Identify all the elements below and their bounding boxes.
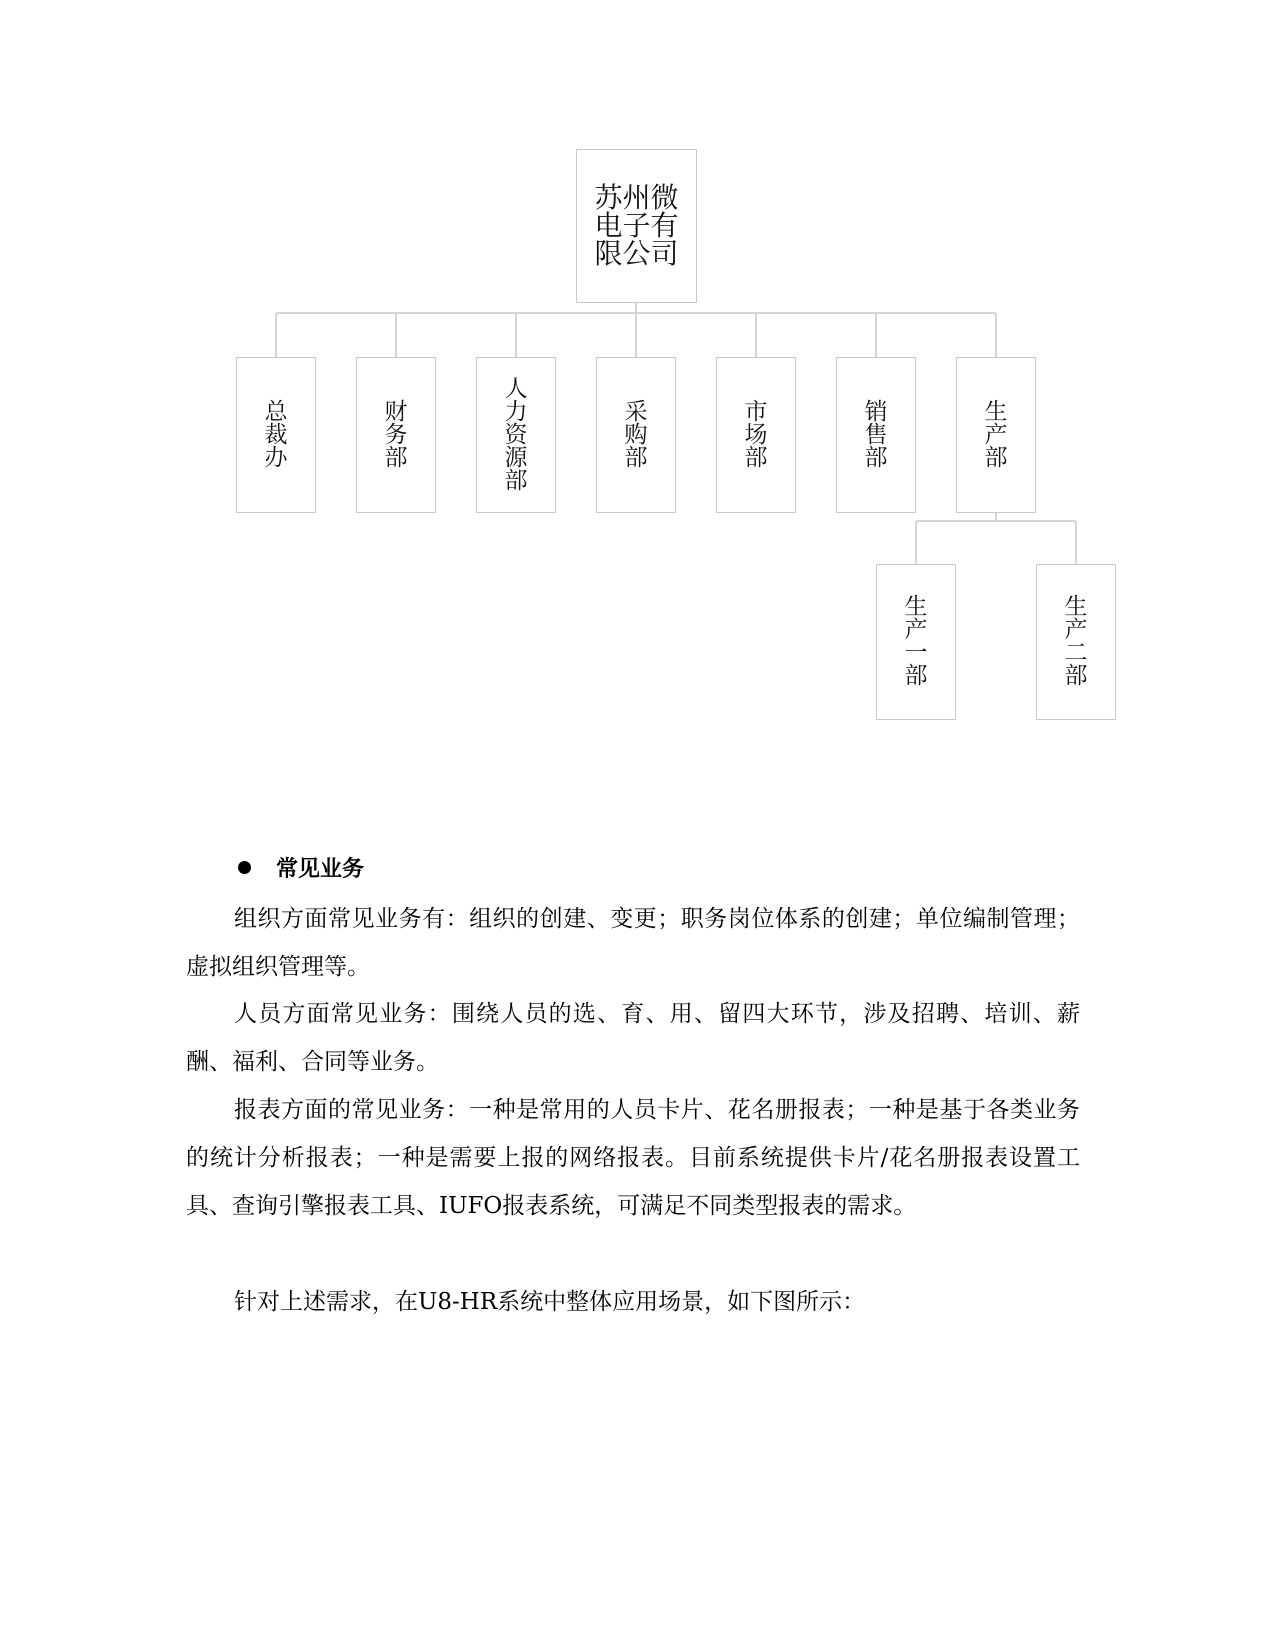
org-node-label: 总裁办 — [264, 398, 288, 471]
org-node-president-office — [236, 357, 316, 513]
org-node-production — [956, 357, 1036, 513]
org-node-label: 人力资源部 — [504, 375, 528, 494]
org-node-production-2 — [1036, 564, 1116, 720]
org-node-label: 生产部 — [984, 398, 1008, 471]
section-heading — [238, 852, 364, 882]
org-node-label: 苏州微电子有限公司 — [594, 181, 679, 270]
paragraph-scenario: 针对上述需求，在U8-HR系统中整体应用场景，如下图所示： — [234, 1289, 866, 1315]
org-node-hr — [476, 357, 556, 513]
org-node-label: 财务部 — [384, 398, 408, 471]
org-node-label: 生产一部 — [904, 594, 928, 689]
org-node-label: 市场部 — [744, 398, 768, 471]
org-node-finance — [356, 357, 436, 513]
paragraph-organization: 组织方面常见业务有：组织的创建、变更；职务岗位体系的创建；单位编制管理；虚拟组织管理等。 — [186, 906, 1080, 980]
org-chart — [0, 0, 1275, 760]
org-node-sales — [836, 357, 916, 513]
section-heading-text: 常见业务 — [276, 856, 365, 882]
org-node-label: 销售部 — [864, 398, 888, 471]
org-node-marketing — [716, 357, 796, 513]
paragraph-reports: 报表方面的常见业务：一种是常用的人员卡片、花名册报表；一种是基于各类业务的统计分析报表；一种是需要上报的网络报表。目前系统提供卡片/花名册报表设置工具、查询引擎报表工具、IUFO报表系统，可满足不同类型报表的需求。 — [186, 1097, 1080, 1219]
bullet-icon — [238, 861, 251, 874]
paragraph-personnel: 人员方面常见业务：围绕人员的选、育、用、留四大环节，涉及招聘、培训、薪酬、福利、合同等业务。 — [186, 1001, 1080, 1075]
org-node-label: 采购部 — [624, 398, 648, 471]
org-node-root — [576, 149, 697, 303]
org-node-purchasing — [596, 357, 676, 513]
org-node-label: 生产二部 — [1064, 594, 1088, 689]
org-node-production-1 — [876, 564, 956, 720]
